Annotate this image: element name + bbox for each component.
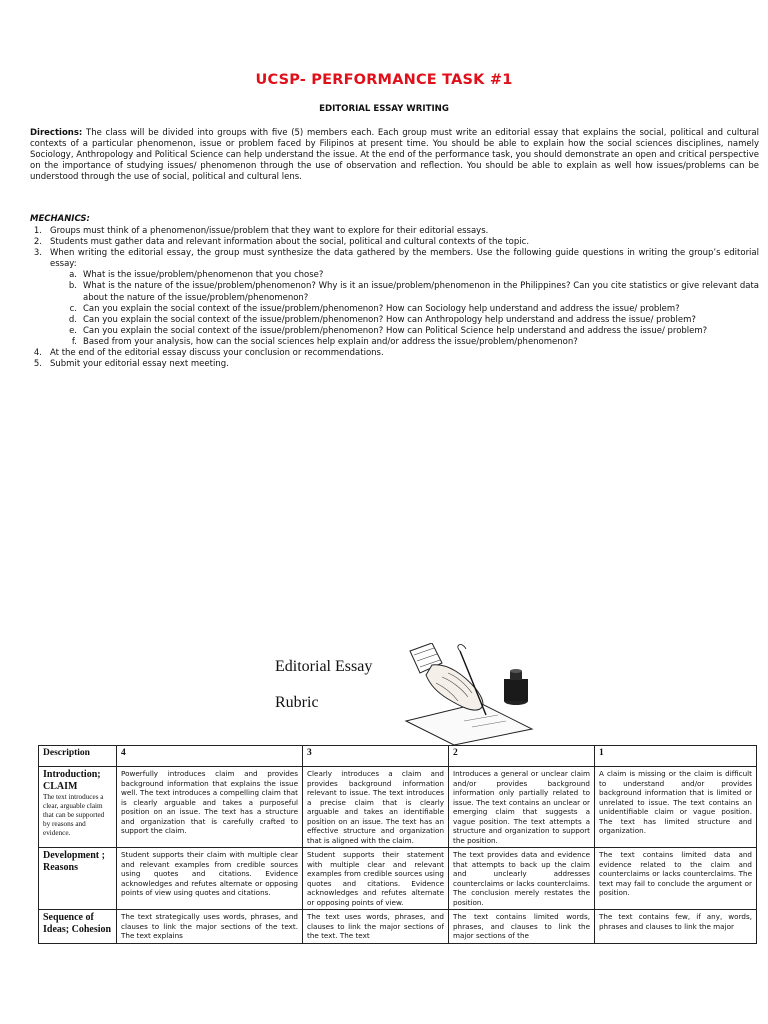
sub-list-item: a. What is the issue/problem/phenomenon that you chose? bbox=[69, 270, 324, 281]
directions-text: The class will be divided into groups with five (5) members each. Each group must write an editorial essay that explains the social, political and cultural contexts of a particular phenomenon, issue or problem faced by Filipinos at present time. You should be able to explain how the social sciences disciplines, namely Sociology, Anthropology and Political Science can help understand the issue. At the end of the performance task, you should demonstrate an open and critical perspective on the importance of studying issues/ phenomenon through the use of observation and reflection. You should be able to explain as well how issues/problems can be understood through the use of social, political and cultural lens. bbox=[30, 128, 759, 183]
table-cell: Student supports their claim with multiple clear and relevant examples from credible sources using quotes and citations. Evidence acknowledges and refutes alternate or opposing points of view using quotes and citations. bbox=[117, 848, 303, 910]
column-header: 2 bbox=[449, 746, 595, 767]
column-header: Description bbox=[39, 746, 117, 767]
criterion-description: The text introduces a clear, arguable claim that can be supported by reasons and evidence. bbox=[43, 793, 105, 837]
criterion-name: Development ; Reasons bbox=[43, 850, 105, 873]
table-row bbox=[39, 910, 757, 944]
table-cell: The text strategically uses words, phrases, and clauses to link the major sections of the text. The text explains bbox=[117, 910, 303, 944]
criterion-cell bbox=[39, 767, 117, 848]
page-title: UCSP- PERFORMANCE TASK #1 bbox=[255, 72, 513, 88]
page-subtitle: EDITORIAL ESSAY WRITING bbox=[319, 104, 449, 114]
criterion-name: Sequence of Ideas; Cohesion bbox=[43, 912, 112, 935]
hand-writing-with-quill-icon bbox=[402, 643, 534, 745]
list-item: 4. At the end of the editorial essay discuss your conclusion or recommendations. bbox=[33, 348, 384, 359]
rubric-table bbox=[38, 745, 757, 944]
criterion-name: Introduction; CLAIM bbox=[43, 769, 101, 792]
criterion-cell bbox=[39, 910, 117, 944]
table-cell: Introduces a general or unclear claim and/or provides background information only partially related to issue. The text contains an unclear or emerging claim that suggests a vague position. The text attempts a structure and organization to support the position. bbox=[449, 767, 595, 848]
column-header: 4 bbox=[117, 746, 303, 767]
sub-list-item: b. What is the nature of the issue/problem/phenomenon? Why is it an issue/problem/phenomenon in the Philippines? Can you cite statistics or give relevant data about the nature of the issue/problem/phenomenon? bbox=[68, 281, 759, 303]
mechanics-heading: MECHANICS: bbox=[30, 214, 90, 224]
directions-label: Directions: bbox=[30, 128, 83, 138]
column-header: 1 bbox=[595, 746, 757, 767]
table-row bbox=[39, 767, 757, 848]
table-row bbox=[39, 848, 757, 910]
table-cell: Powerfully introduces claim and provides background information that explains the issue well. The text introduces a compelling claim that is clearly arguable and takes a purposeful position on an issue. The text has a structure and organization that is carefully crafted to support the claim. bbox=[117, 767, 303, 848]
sub-list-item: d. Can you explain the social context of the issue/problem/phenomenon? How can Anthropology help understand and address the issue/ problem? bbox=[68, 314, 696, 325]
list-item: 2. Students must gather data and relevant information about the social, political and cultural contexts of the topic. bbox=[33, 237, 530, 248]
table-cell: Clearly introduces a claim and provides background information relevant to issue. The text introduces a precise claim that is clearly arguable and takes an identifiable position on an issue. The text has an effective structure and organization that is aligned with the claim. bbox=[303, 767, 449, 848]
table-cell: The text contains limited words, phrases, and clauses to link the major sections of the bbox=[449, 910, 595, 944]
table-cell: Student supports their statement with multiple clear and relevant examples from credible sources using quotes and citations. Evidence acknowledges and refutes alternate or opposing points of view. bbox=[303, 848, 449, 910]
directions-paragraph bbox=[30, 128, 759, 183]
sub-list-item: f. Based from your analysis, how can the social sciences help explain and/or address the issue/problem/phenomenon? bbox=[71, 336, 578, 347]
list-item: 1. Groups must think of a phenomenon/issue/problem that they want to explore for their editorial essays. bbox=[33, 226, 489, 236]
table-cell: A claim is missing or the claim is difficult to understand and/or provides background information that is limited or unrelated to issue. The text contains an unidentifiable claim or vague position. The text has limited structure and organization. bbox=[595, 767, 757, 848]
sub-list-item: e. Can you explain the social context of the issue/problem/phenomenon? How can Political Science help understand and address the issue/ problem? bbox=[69, 325, 708, 336]
table-cell: The text contains few, if any, words, phrases and clauses to link the major bbox=[595, 910, 757, 944]
criterion-cell bbox=[39, 848, 117, 910]
table-header-row bbox=[39, 746, 757, 767]
table-cell: The text provides data and evidence that attempts to back up the claim and unclearly addresses counterclaims or lacks counterclaims. The conclusion merely restates the position. bbox=[449, 848, 595, 910]
sub-list-item: c. Can you explain the social context of the issue/problem/phenomenon? How can Sociology help understand and address the issue/ problem? bbox=[69, 303, 680, 314]
rubric-title: Editorial Essay bbox=[275, 658, 373, 675]
column-header: 3 bbox=[303, 746, 449, 767]
list-item: 3. When writing the editorial essay, the group must synthesize the data gathered by the members. Use the following guide questions in writing the group’s editorial essay: bbox=[33, 248, 759, 270]
table-cell: The text contains limited data and evidence related to the claim and counterclaims or lacks counterclaims. The text may fail to conclude the argument or position. bbox=[595, 848, 757, 910]
list-item: 5. Submit your editorial essay next meeting. bbox=[33, 359, 229, 370]
rubric-subtitle: Rubric bbox=[275, 694, 319, 711]
table-cell: The text uses words, phrases, and clauses to link the major sections of the text. The text bbox=[303, 910, 449, 944]
mechanics-list bbox=[30, 226, 759, 370]
